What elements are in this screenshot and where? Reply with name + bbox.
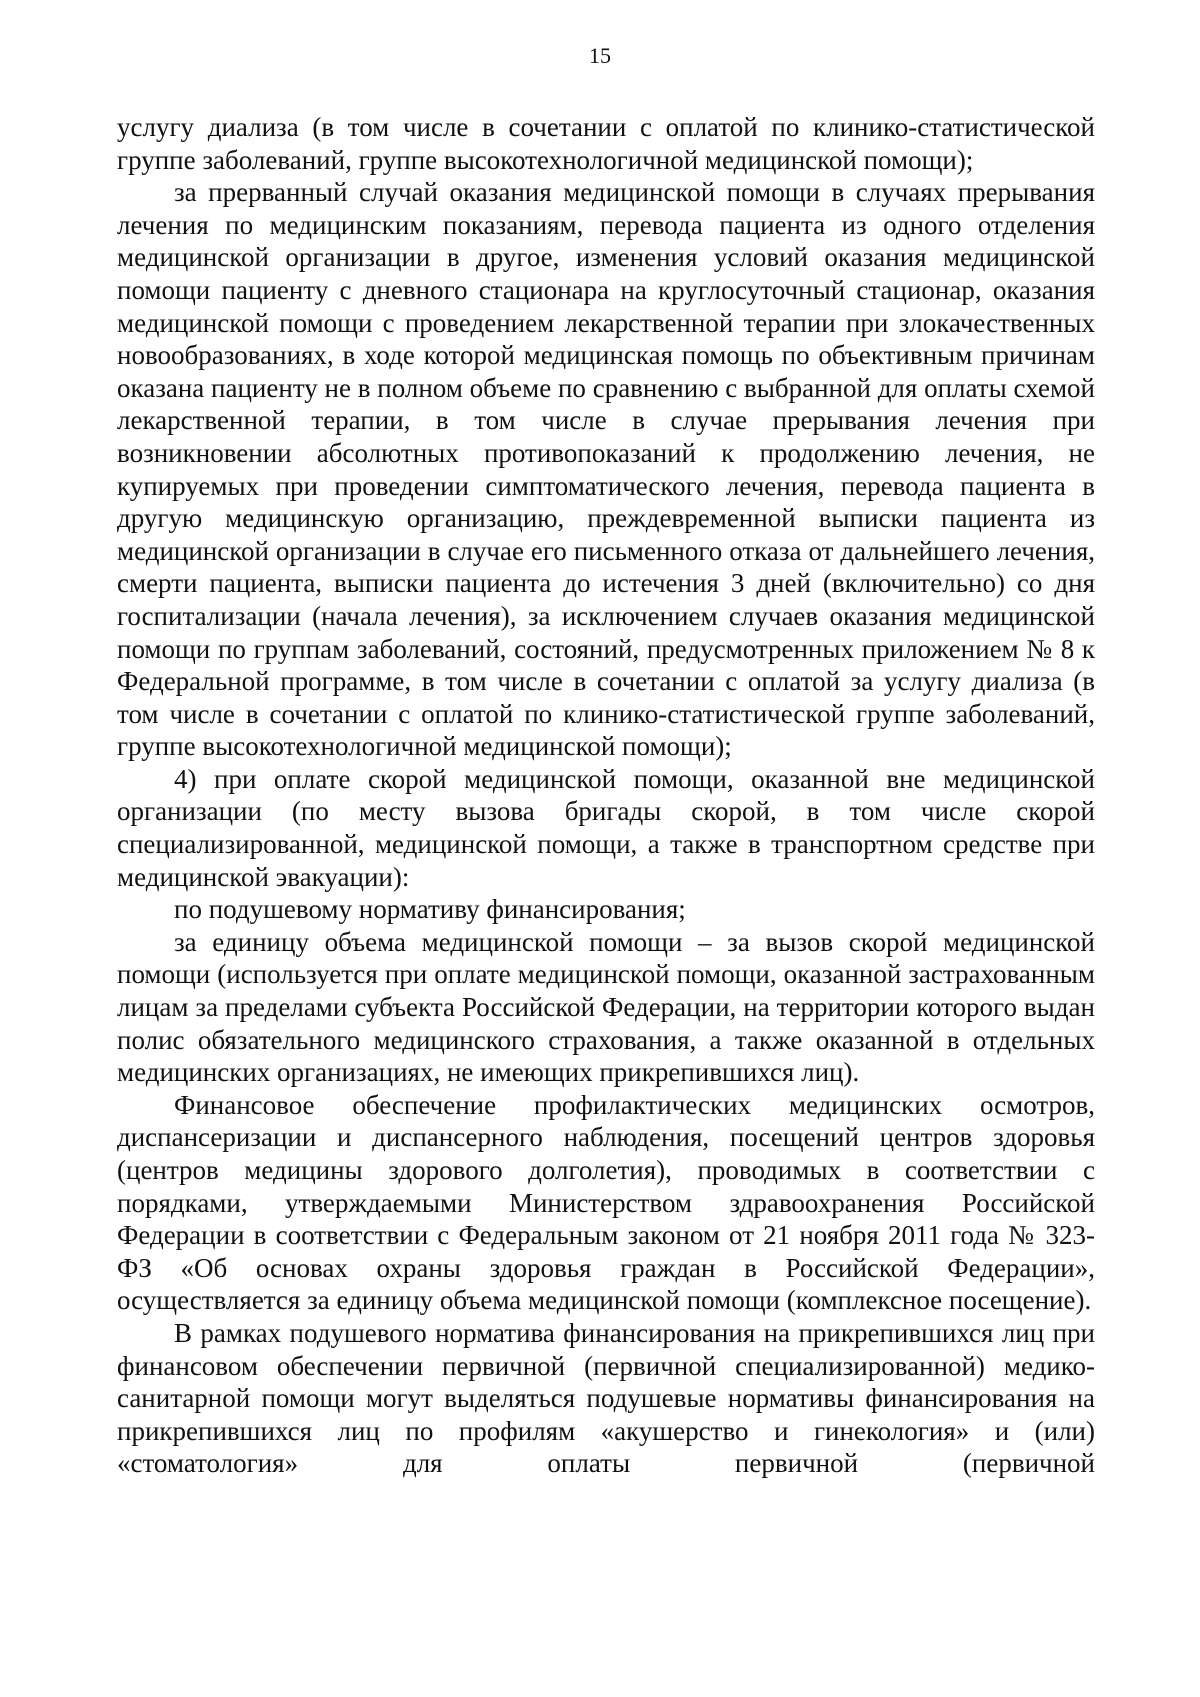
paragraph: по подушевому нормативу финансирования;	[174, 894, 686, 925]
paragraph: за прерванный случай оказания медицинской помощи в случаях прерывания лечения по медицинским показаниям, перевода пациента из одного отделения медицинской организации в другое, изменения условий оказания медицинской помощи пациенту с дневного стационара на круглосуточный стационар, оказания медицинской помощи с проведением лекарственной терапии при злокачественных новообразованиях, в ходе которой медицинская помощь по объективным причинам оказана пациенту не в полном объеме по сравнению с выбранной для оплаты схемой лекарственной терапии, в том числе в случае прерывания лечения при возникновении абсолютных противопоказаний к продолжению лечения, не купируемых при проведении симптоматического лечения, перевода пациента в другую медицинскую организацию, преждевременной выписки пациента из медицинской организации в случае его письменного отказа от дальнейшего лечения, смерти пациента, выписки пациента до истечения 3 дней (включительно) со дня госпитализации (начала лечения), за исключением случаев оказания медицинской помощи по группам заболеваний, состояний, предусмотренных приложением № 8 к Федеральной программе, в том числе в сочетании с оплатой за услугу диализа (в том числе в сочетании с оплатой по клинико-статистической группе заболеваний, группе высокотехнологичной медицинской помощи);	[117, 177, 1095, 762]
document-body	[117, 111, 1095, 1480]
paragraph: за единицу объема медицинской помощи – за вызов скорой медицинской помощи (используется при оплате медицинской помощи, оказанной застрахованным лицам за пределами субъекта Российской Федерации, на территории которого выдан полис обязательного медицинского страхования, а также оказанной в отдельных медицинских организациях, не имеющих прикрепившихся лиц).	[117, 926, 1095, 1088]
paragraph: 4) при оплате скорой медицинской помощи, оказанной вне медицинской организации (по месту вызова бригады скорой, в том числе скорой специализированной, медицинской помощи, а также в транспортном средстве при медицинской эвакуации):	[117, 763, 1095, 892]
page-number: 15	[589, 43, 611, 68]
paragraph: услугу диализа (в том числе в сочетании с оплатой по клинико-статистической группе заболеваний, группе высокотехнологичной медицинской помощи);	[117, 112, 1095, 175]
paragraph: В рамках подушевого норматива финансирования на прикрепившихся лиц при финансовом обеспечении первичной (первичной специализированной) медико-санитарной помощи могут выделяться подушевые нормативы финансирования на прикрепившихся лиц по профилям «акушерство и гинекология» и (или) «стоматология» для оплаты первичной (первичной	[117, 1317, 1095, 1479]
paragraph: Финансовое обеспечение профилактических медицинских осмотров, диспансеризации и диспансерного наблюдения, посещений центров здоровья (центров медицины здорового долголетия), проводимых в соответствии с порядками, утверждаемыми Министерством здравоохранения Российской Федерации в соответствии с Федеральным законом от 21 ноября 2011 года № 323-ФЗ «Об основах охраны здоровья граждан в Российской Федерации», осуществляется за единицу объема медицинской помощи (комплексное посещение).	[117, 1089, 1095, 1316]
